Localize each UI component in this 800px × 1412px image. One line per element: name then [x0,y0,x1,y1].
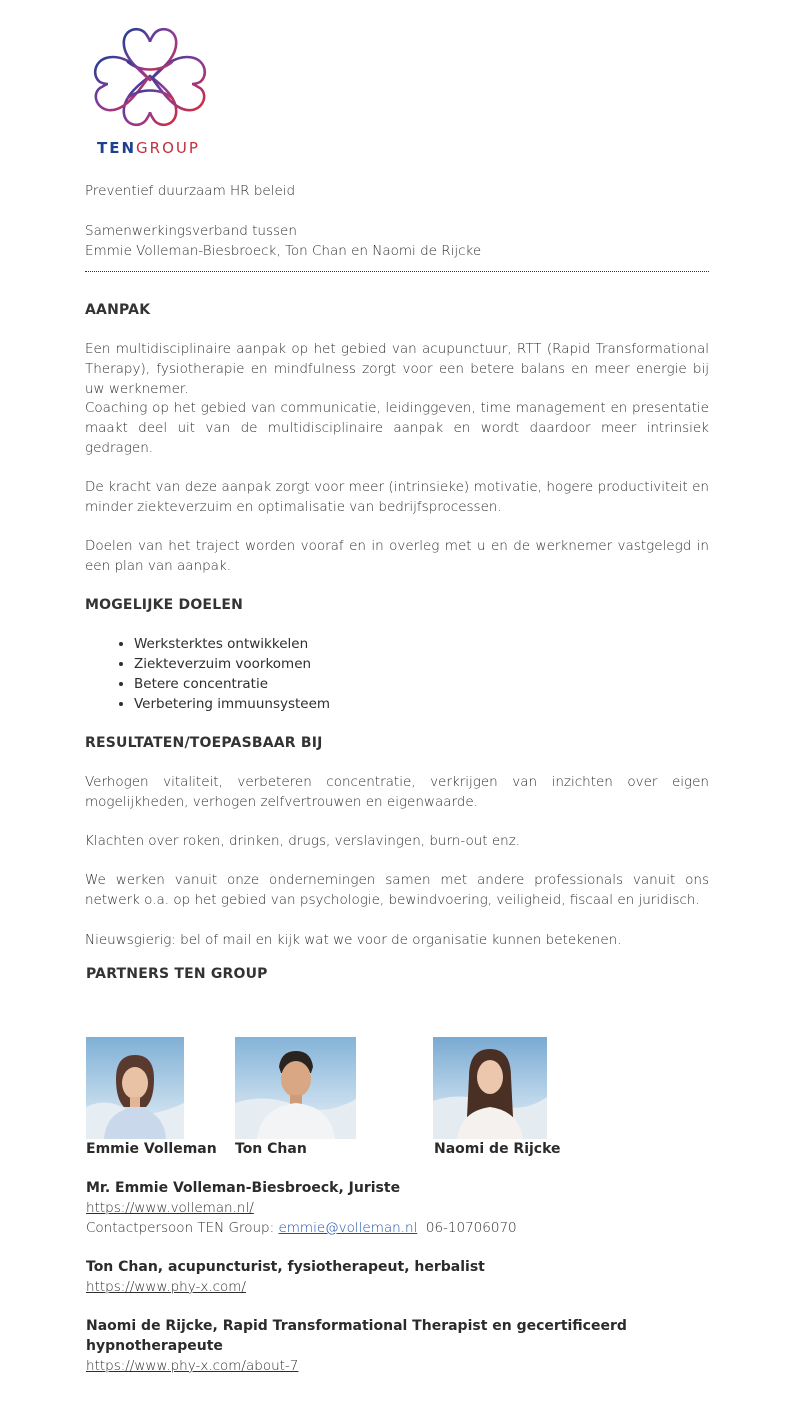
resultaten-heading: RESULTATEN/TOEPASBAAR BIJ [85,735,323,751]
resultaten-paragraph-3: We werken vanuit onze ondernemingen samen met andere professionals vanuit ons netwerk o.a. op het gebied van psychologie, bewindvoering, veiligheid, fiscaal en juridisch. [85,872,709,908]
caption-emmie: Emmie Volleman [86,1141,217,1157]
contact-prefix: Contactpersoon TEN Group: [86,1220,279,1236]
resultaten-paragraph-4: Nieuwsgierig: bel of mail en kijk wat we voor de organisatie kunnen betekenen. [85,932,622,948]
list-item: • Ziekteverzuim voorkomen [134,654,330,674]
logo-ten: TEN [97,139,137,157]
dotted-divider [85,271,709,272]
naomi-title-line-2: hypnotherapeute [86,1338,223,1354]
doelen-heading: MOGELIJKE DOELEN [85,597,243,613]
list-item: • Verbetering immuunsysteem [134,694,330,714]
aanpak-heading: AANPAK [85,302,151,318]
aanpak-paragraph-4: Doelen van het traject worden vooraf en in overleg met u en de werknemer vastgelegd in een plan van aanpak. [85,538,709,574]
emmie-email-link[interactable]: emmie@volleman.nl [278,1220,418,1236]
list-item: • Werksterktes ontwikkelen [134,634,330,654]
list-item: • Betere concentratie [134,674,330,694]
logo-group: GROUP [136,139,200,157]
aanpak-paragraph-3: De kracht van deze aanpak zorgt voor meer (intrinsieke) motivatie, hogere productiviteit en minder ziekteverzuim en optimalisatie van bedrijfsprocessen. [85,479,709,515]
photo-naomi [433,1037,547,1139]
ton-title: Ton Chan, acupuncturist, fysiotherapeut, herbalist [86,1259,485,1275]
ton-website-link[interactable]: https://www.phy-x.com/ [86,1279,246,1295]
emmie-website-link[interactable]: https://www.volleman.nl/ [86,1200,254,1216]
logo-wordmark [97,139,200,157]
photo-emmie [86,1037,184,1139]
partners-heading: PARTNERS TEN GROUP [86,966,268,982]
emmie-contact-line [86,1218,517,1238]
naomi-title-line-1: Naomi de Rijcke, Rapid Transformational Therapist en gecertificeerd [86,1318,627,1334]
emmie-url-line [86,1198,254,1218]
intro-line-1: Samenwerkingsverband tussen [85,223,297,239]
resultaten-paragraph-2: Klachten over roken, drinken, drugs, verslavingen, burn-out enz. [85,833,521,849]
aanpak-paragraph-1: Een multidisciplinaire aanpak op het gebied van acupunctuur, RTT (Rapid Transformational Therapy), fysiotherapie en mindfulness zorgt voor een betere balans en meer energie bij uw werknemer. [85,341,709,397]
naomi-url-line [86,1356,298,1376]
emmie-title: Mr. Emmie Volleman-Biesbroeck, Juriste [86,1180,401,1196]
caption-ton: Ton Chan [235,1141,307,1157]
ton-url-line [86,1277,246,1297]
hearts-knot-icon [88,22,212,134]
intro-line-2: Emmie Volleman-Biesbroeck, Ton Chan en Naomi de Rijcke [85,243,482,259]
document-subtitle: Preventief duurzaam HR beleid [85,183,296,199]
caption-naomi: Naomi de Rijcke [434,1141,561,1157]
tengroup-logo [88,22,212,162]
resultaten-paragraph-1: Verhogen vitaliteit, verbeteren concentratie, verkrijgen van inzichten over eigen mogelijkheden, verhogen zelfvertrouwen en eigenwaarde. [85,774,709,810]
aanpak-paragraph-2: Coaching op het gebied van communicatie, leidinggeven, time management en presentatie maakt deel uit van de multidisciplinaire aanpak en wordt daardoor meer intrinsiek gedragen. [85,400,709,456]
naomi-website-link[interactable]: https://www.phy-x.com/about-7 [86,1358,299,1374]
doelen-list [85,634,330,714]
emmie-phone: 06-10706070 [425,1220,517,1236]
photo-ton [235,1037,356,1139]
